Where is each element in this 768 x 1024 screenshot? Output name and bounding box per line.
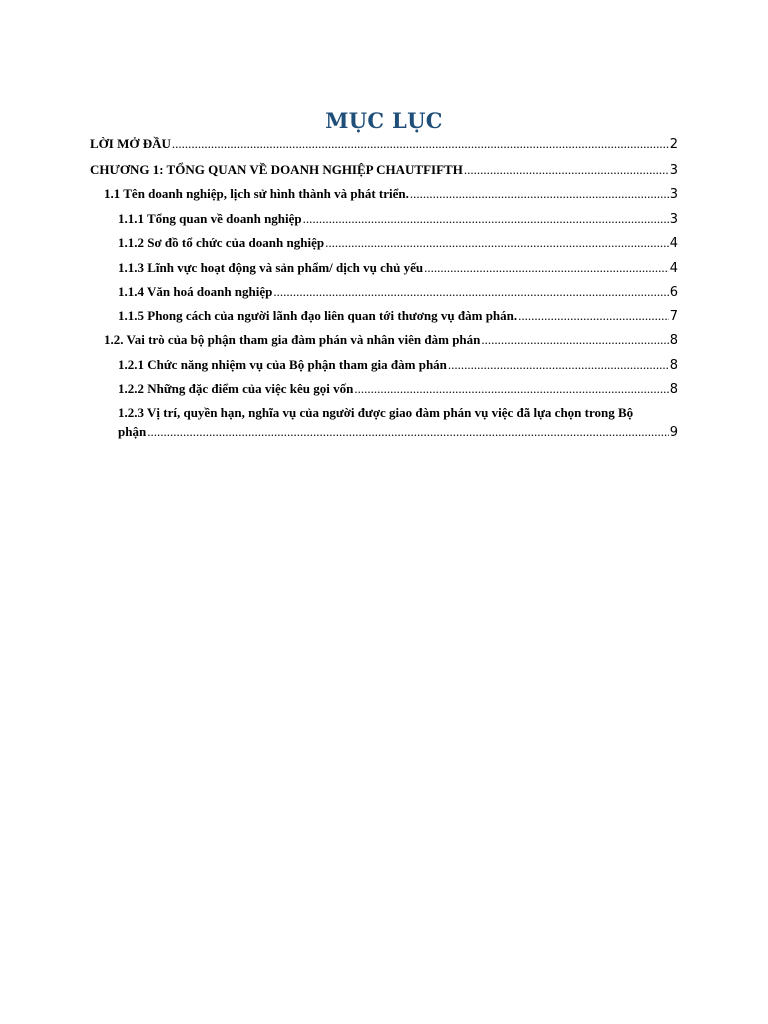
toc-leader-dots [303, 210, 669, 228]
toc-leader-dots [464, 161, 669, 179]
toc-entry-page: 3 [669, 212, 678, 227]
toc-leader-dots [172, 135, 669, 153]
toc-entry-page: 7 [669, 309, 678, 324]
toc-entry-label: 1.2.1 Chức năng nhiệm vụ của Bộ phận tham gia đàm phán [118, 357, 447, 372]
toc-entry-label: 1.1.3 Lĩnh vực hoạt động và sản phẩm/ dịch vụ chủ yếu [118, 260, 424, 275]
toc-entry-1-2-1[interactable] [118, 356, 678, 375]
toc-entry-label: 1.1.4 Văn hoá doanh nghiệp [118, 284, 273, 299]
toc-entry-page: 8 [669, 333, 678, 348]
toc-title: MỤC LỤC [325, 108, 443, 133]
toc-entry-page: 4 [669, 261, 678, 276]
toc-entry-1-1-1[interactable] [118, 210, 678, 229]
toc-entry-page: 6 [669, 285, 678, 300]
toc-entry-page: 8 [669, 358, 678, 373]
toc-entry-page: 8 [669, 382, 678, 397]
toc-entry-page: 9 [669, 425, 678, 440]
toc-entry-1-2[interactable] [104, 331, 678, 350]
toc-entry-page: 3 [669, 163, 678, 178]
toc-entry-label: CHƯƠNG 1: TỔNG QUAN VỀ DOANH NGHIỆP CHAUTFIFTH [90, 162, 463, 177]
toc-entry-label-line1: 1.2.3 Vị trí, quyền hạn, nghĩa vụ của người được giao đàm phán vụ việc đã lựa chọn trong Bộ [118, 405, 634, 420]
toc-leader-dots [147, 422, 669, 441]
toc-entry-loi-mo-dau[interactable] [90, 135, 678, 154]
toc-leader-dots [410, 185, 669, 203]
toc-leader-dots [481, 331, 668, 349]
toc-entry-label: 1.2.2 Những đặc điểm của việc kêu gọi vốn [118, 381, 354, 396]
toc-entry-1-1-3[interactable] [118, 259, 678, 278]
toc-leader-dots [273, 283, 668, 301]
toc-entry-label: 1.1.1 Tổng quan về doanh nghiệp [118, 211, 302, 226]
toc-entry-1-1-2[interactable] [118, 234, 678, 253]
toc-leader-dots [354, 380, 668, 398]
toc-entry-1-2-3[interactable] [118, 403, 678, 442]
toc-entry-1-1[interactable] [104, 185, 678, 204]
toc-entry-page: 3 [669, 187, 678, 202]
toc-entry-1-2-2[interactable] [118, 380, 678, 399]
toc-entry-label: 1.1 Tên doanh nghiệp, lịch sử hình thành và phát triển. [104, 186, 409, 201]
toc-entry-page: 2 [669, 137, 678, 152]
toc-entry-chuong-1[interactable] [90, 161, 678, 180]
toc-entry-label-line2: phận [118, 424, 147, 439]
toc-leader-dots [424, 259, 669, 277]
toc-entry-label: 1.1.5 Phong cách của người lãnh đạo liên quan tới thương vụ đàm phán. [118, 308, 518, 323]
toc-entry-line2 [118, 422, 678, 442]
toc-leader-dots [448, 356, 669, 374]
toc-entry-page: 4 [669, 236, 678, 251]
toc-leader-dots [518, 307, 669, 325]
toc-entry-label: 1.1.2 Sơ đồ tổ chức của doanh nghiệp [118, 235, 325, 250]
toc-entry-1-1-4[interactable] [118, 283, 678, 302]
toc-leader-dots [325, 234, 669, 252]
toc-entry-1-1-5[interactable] [118, 307, 678, 326]
toc-entry-label: LỜI MỞ ĐẦU [90, 136, 171, 151]
toc-entry-label: 1.2. Vai trò của bộ phận tham gia đàm phán và nhân viên đàm phán [104, 332, 481, 347]
